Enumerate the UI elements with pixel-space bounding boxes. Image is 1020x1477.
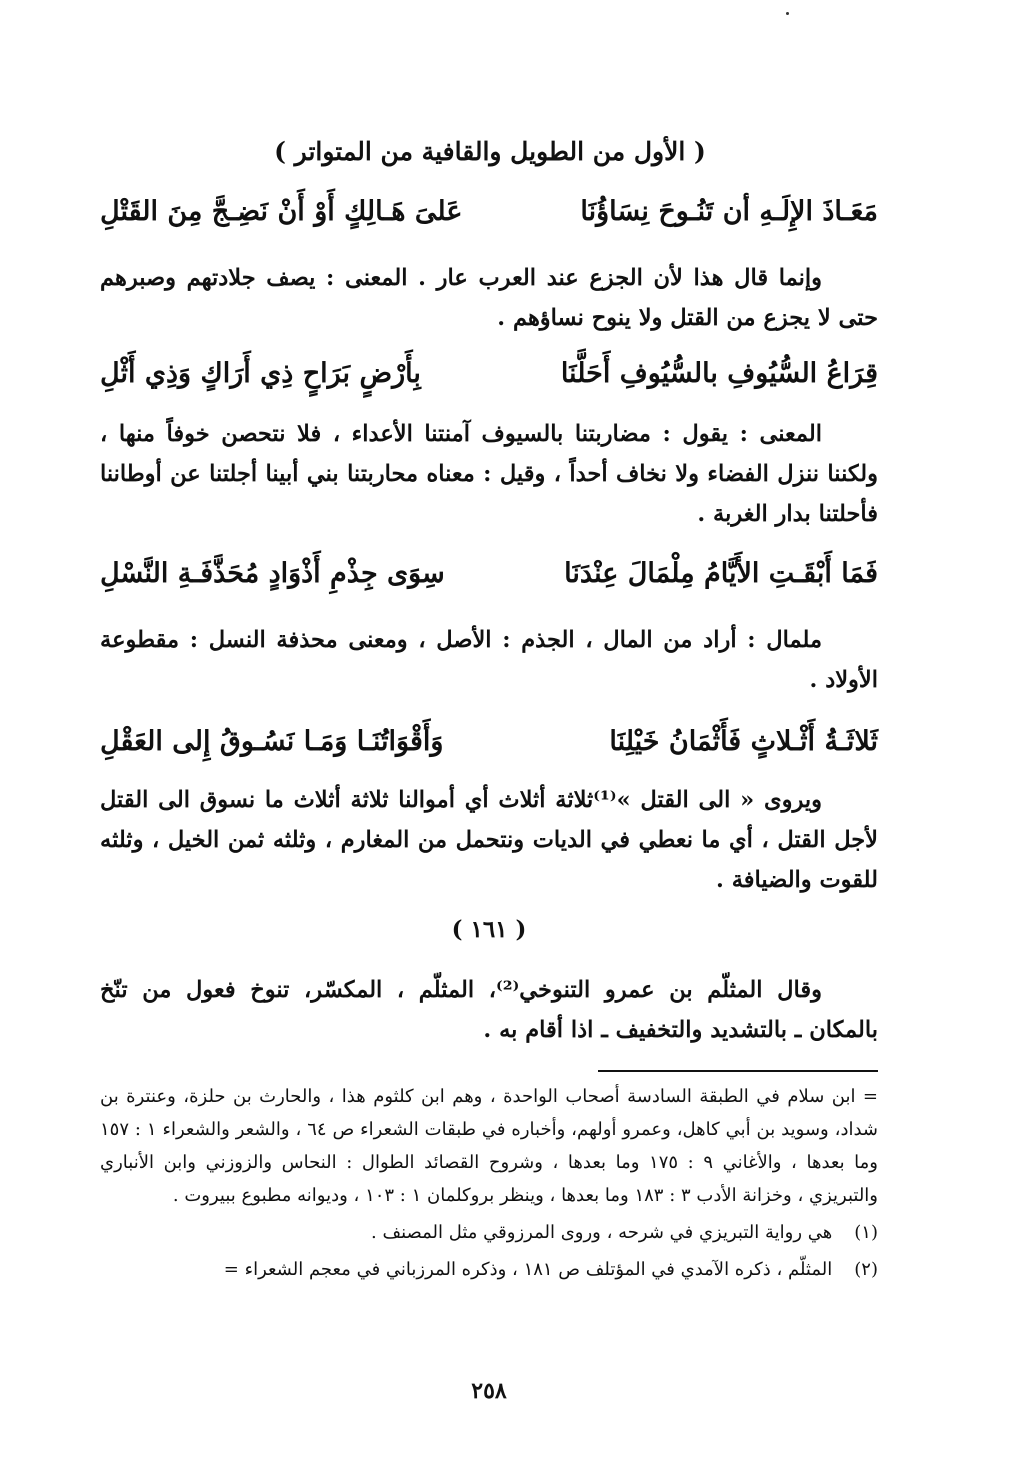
commentary-paragraph — [100, 414, 878, 534]
verse-first-hemistich: مَعَـاذَ الإِلَـهِ أن تَنُـوحَ نِسَاؤُنَا — [580, 196, 878, 227]
intro-text: وقال المثلّم بن عمرو التنوخي⁽²⁾، المثلّم ، المكسّر، تنوخ فعول من تنّخ بالمكان ـ بالتشديد والتخفيف ـ اذا أقام به . — [100, 977, 878, 1043]
commentary-paragraph — [100, 780, 878, 900]
commentary-text: ويروى « الى القتل »⁽¹⁾ثلاثة أثلاث أي أموالنا ثلاثة أثلاث ما نسوق الى القتل لأجل القتل ، أي ما نعطي في الديات ونتحمل من المغارم ، وثلثه ثمن الخيل ، وثلثه للقوت والضيافة . — [100, 787, 878, 893]
verse-second-hemistich: بِأَرْضٍ بَرَاحٍ ذِي أَرَاكٍ وَذِي أَثْلِ — [100, 358, 421, 389]
page-number: ٢٥٨ — [471, 1378, 507, 1404]
verse-line — [100, 552, 878, 596]
verse-second-hemistich: وَأَقْوَاتُنَـا وَمَـا نَسُـوقُ إِلى العَقْلِ — [100, 726, 444, 757]
footnote-1 — [100, 1216, 878, 1249]
commentary-text: وإنما قال هذا لأن الجزع عند العرب عار . المعنى : يصف جلادتهم وصبرهم حتى لا يجزع من القتل ولا ينوح نساؤهم . — [100, 265, 878, 331]
verse-line — [100, 352, 878, 396]
verse-second-hemistich: سِوَى جِذْمِ أَذْوَادٍ مُحَذَّفَـةِ النَّسْلِ — [100, 558, 445, 589]
commentary-paragraph — [100, 258, 878, 338]
verse-line — [100, 190, 878, 234]
verse-first-hemistich: ثَلاثَـةُ أَثْـلاثٍ فَأَثْمَانُ خَيْلِنَا — [609, 726, 878, 757]
footnote-number: (٢) — [854, 1259, 878, 1280]
footnotes — [100, 1080, 878, 1286]
footnote-continuation: = ابن سلام في الطبقة السادسة أصحاب الواحدة ، وهم ابن كلثوم هذا ، والحارث بن حلزة، وعنترة بن شداد، وسويد بن أبي كاهل، وعمرو أولهم، وأخباره في طبقات الشعراء ص ٦٤ ، والشعر والشعراء ١ : ١٥٧ وما بعدها ، والأغاني ٩ : ١٧٥ وما بعدها ، وشروح القصائد الطوال : النحاس والزوزني وابن الأنباري والتبريزي ، وخزانة الأدب ٣ : ١٨٣ وما بعدها ، وينظر بروكلمان ١ : ١٠٣ ، وديوانه مطبوع ببيروت . — [100, 1086, 878, 1206]
verse-first-hemistich: فَمَا أَبْقَـتِ الأَيَّامُ مِلْمَالَ عِنْدَنَا — [564, 558, 878, 589]
verse-first-hemistich: قِرَاعُ السُّيُوفِ بالسُّيُوفِ أَحَلَّنَا — [560, 358, 878, 389]
stray-mark — [786, 12, 789, 15]
footnote-2 — [100, 1253, 878, 1286]
footnote-separator — [598, 1070, 878, 1072]
footnote-number: (١) — [854, 1222, 878, 1243]
footnote-text: المثلّم ، ذكره الآمدي في المؤتلف ص ١٨١ ، وذكره المرزباني في معجم الشعراء = — [223, 1259, 833, 1280]
commentary-paragraph — [100, 620, 878, 700]
verse-second-hemistich: عَلىَ هَـالِكٍ أَوْ أَنْ نَضِـجَّ مِنَ القَتْلِ — [100, 196, 463, 227]
poem-number: ( ١٦١ ) — [451, 916, 527, 943]
footnote-text: هي رواية التبريزي في شرحه ، وروى المرزوقي مثل المصنف . — [371, 1222, 833, 1243]
commentary-text: المعنى : يقول : مضاربتنا بالسيوف آمنتنا الأعداء ، فلا نتحصن خوفاً منها ، ولكننا ننزل الفضاء ولا نخاف أحداً ، وقيل : معناه محاربتنا بني أبينا أجلتنا عن أوطاننا فأحلتنا بدار الغربة . — [100, 421, 878, 527]
poem-heading: ( الأول من الطويل والقافية من المتواتر ) — [274, 137, 706, 166]
commentary-text: ملمال : أراد من المال ، الجذم : الأصل ، ومعنى محذفة النسل : مقطوعة الأولاد . — [100, 627, 878, 693]
intro-paragraph — [100, 970, 878, 1050]
verse-line — [100, 720, 878, 764]
